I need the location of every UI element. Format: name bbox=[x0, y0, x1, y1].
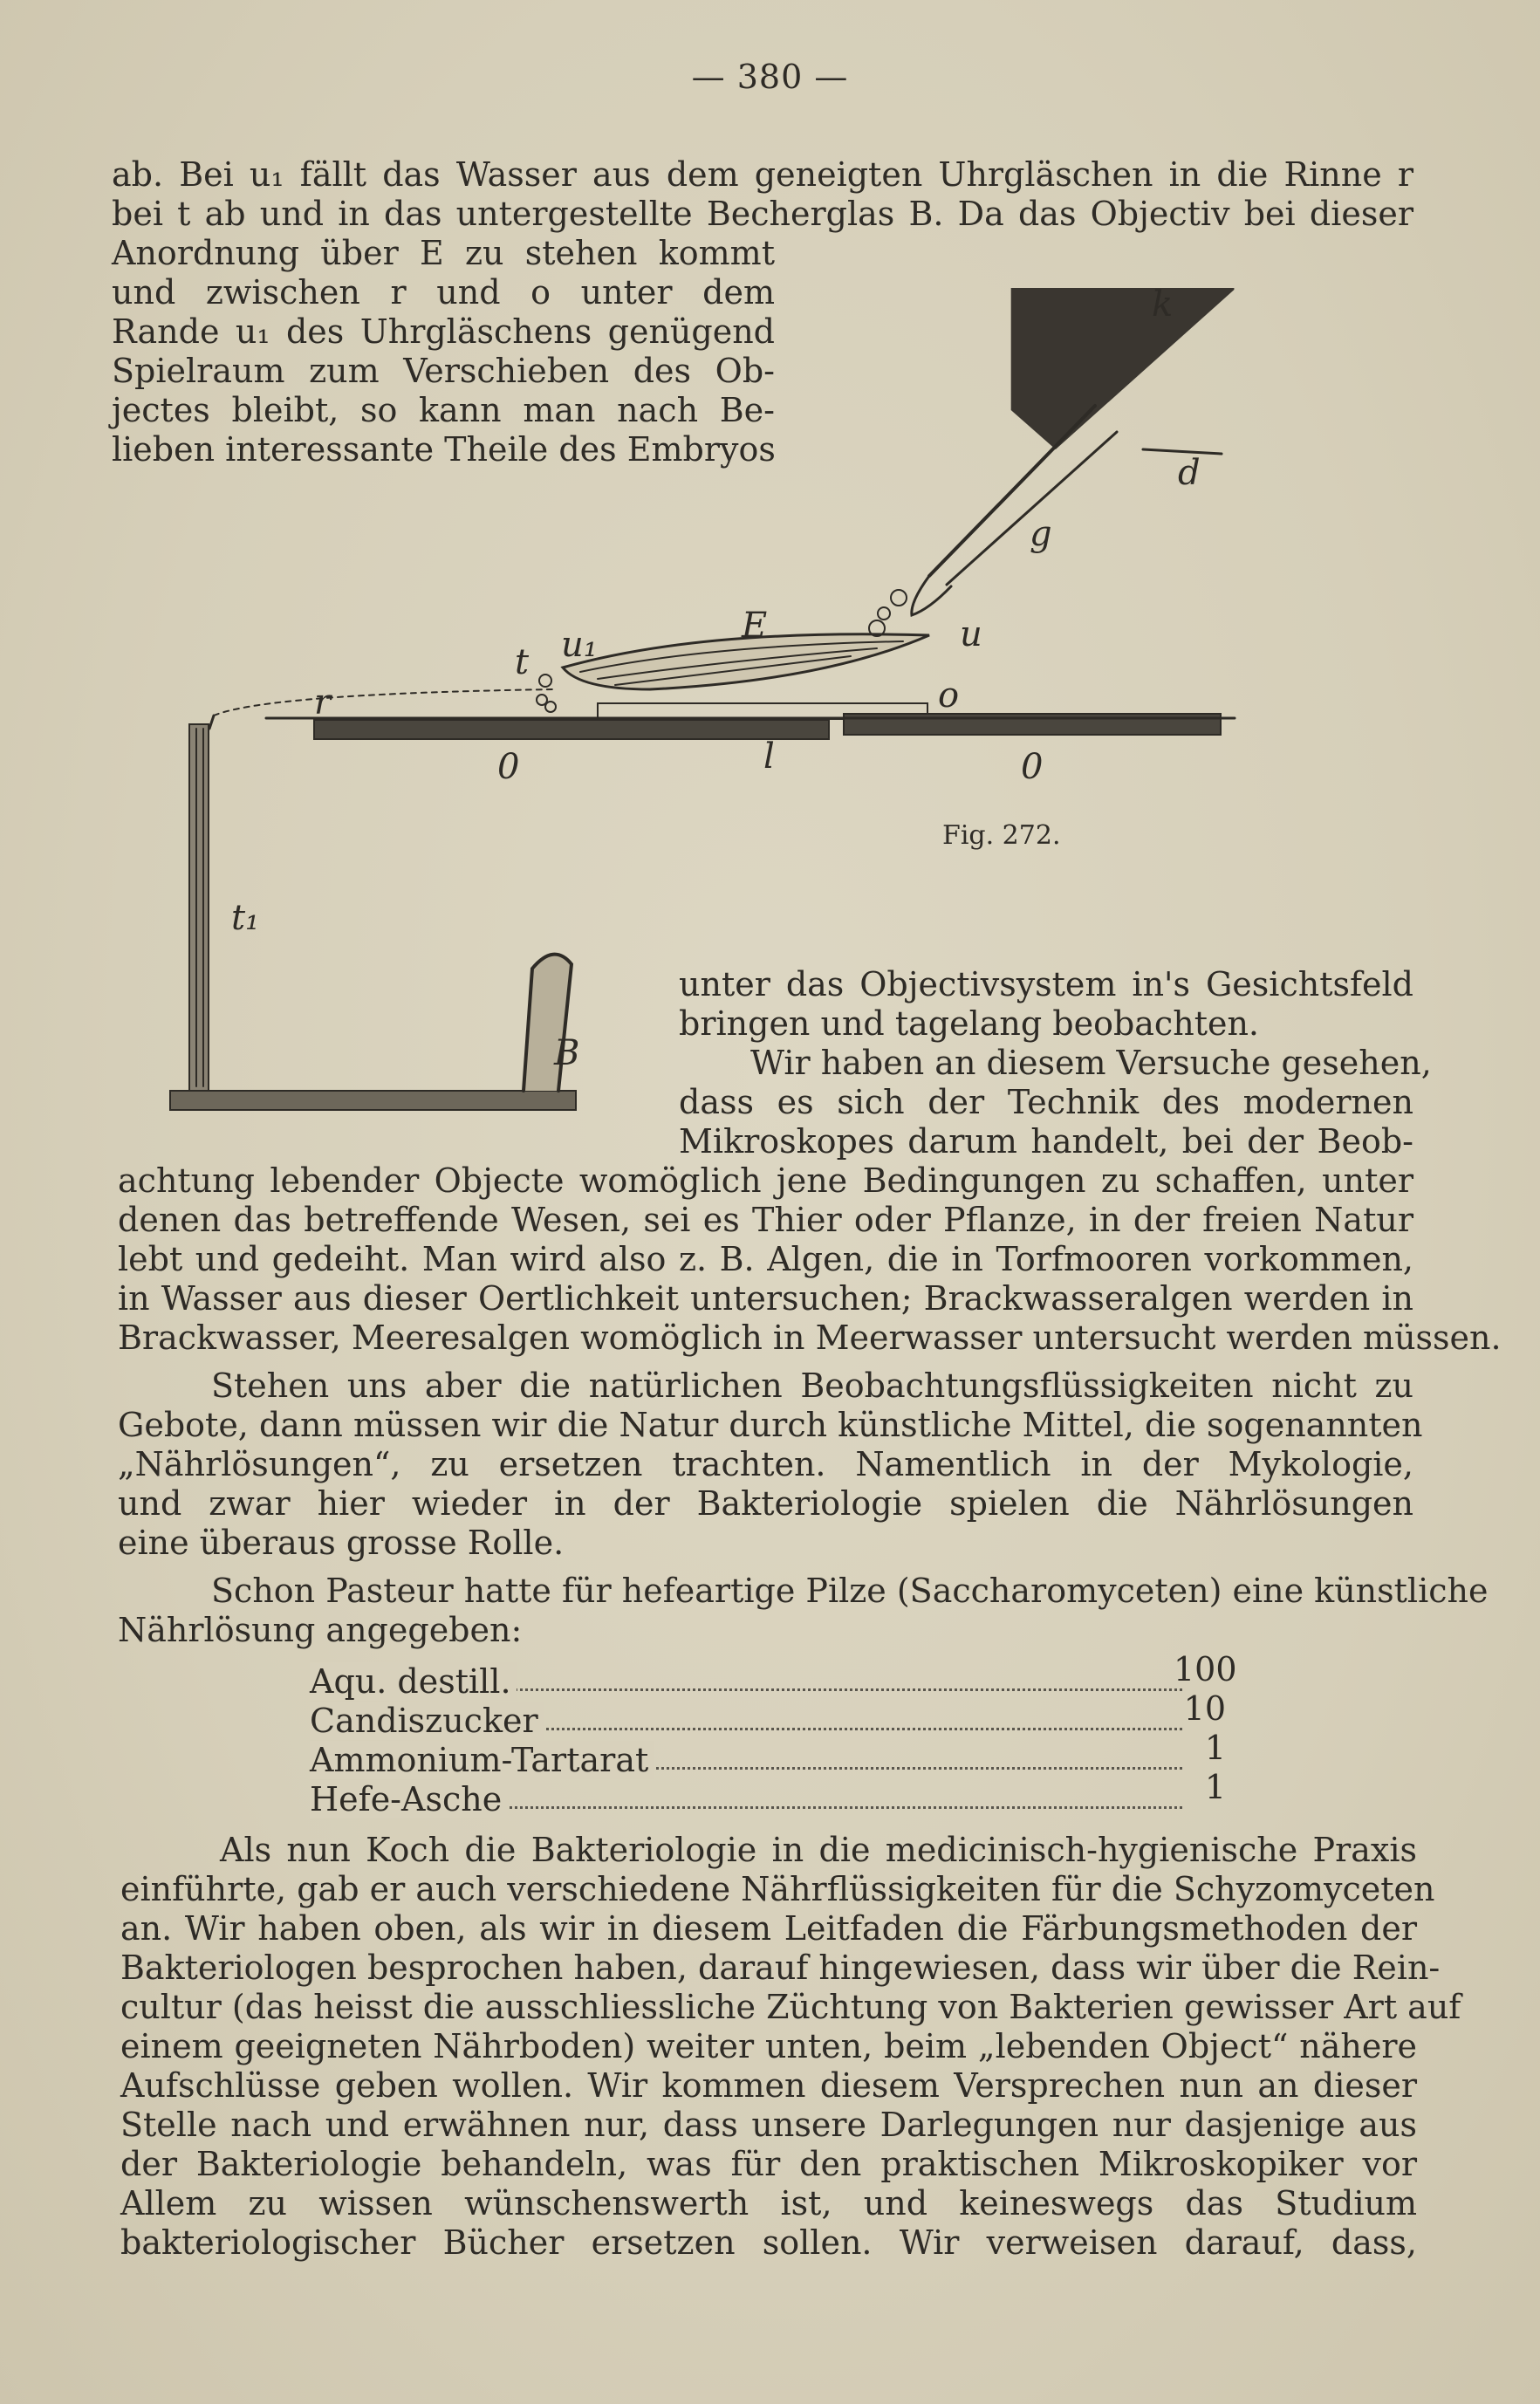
label-t: t bbox=[515, 642, 530, 682]
text-line: Stelle nach und erwähnen nur, dass unsere Darlegungen nur dasjenige aus bbox=[120, 2106, 1417, 2144]
text-line: Allem zu wissen wünschenswerth ist, und keineswegs das Studium bbox=[120, 2184, 1417, 2223]
text-line: dass es sich der Technik des modernen bbox=[679, 1083, 1413, 1121]
label-l: l bbox=[763, 736, 775, 777]
text-line: Rande u₁ des Uhrgläschens genügend bbox=[112, 312, 775, 351]
label-u1: u₁ bbox=[561, 625, 598, 665]
base bbox=[170, 1091, 576, 1110]
text-line: einem geeigneten Nährboden) weiter unten, beim „lebenden Object“ nähere bbox=[120, 2027, 1417, 2065]
text-line: Anordnung über E zu stehen kommt bbox=[112, 234, 775, 272]
text-line: bringen und tagelang beobachten. bbox=[679, 1004, 1259, 1043]
recipe-quantity: 1 bbox=[1204, 1768, 1226, 1806]
trough-r bbox=[214, 689, 554, 716]
text-line: lieben interessante Theile des Embryos bbox=[112, 430, 776, 469]
text-line: der Bakteriologie behandeln, was für den praktischen Mikroskopiker vor bbox=[120, 2145, 1417, 2183]
recipe-ingredient: Aqu. destill. bbox=[310, 1662, 517, 1701]
text-line: eine überaus grosse Rolle. bbox=[118, 1524, 565, 1562]
text-line: Aufschlüsse geben wollen. Wir kommen diesem Versprechen nun an dieser bbox=[120, 2066, 1417, 2105]
text-line: Brackwasser, Meeresalgen womöglich in Meerwasser untersucht werden müssen. bbox=[118, 1318, 1502, 1357]
label-O-left: 0 bbox=[497, 747, 520, 787]
text-line: Schon Pasteur hatte für hefeartige Pilze (Saccharomyceten) eine künstliche bbox=[211, 1572, 1489, 1610]
recipe-ingredient: Candiszucker bbox=[310, 1702, 544, 1740]
text-line: Gebote, dann müssen wir die Natur durch künstliche Mittel, die sogenannten bbox=[118, 1406, 1423, 1444]
text-line: denen das betreffende Wesen, sei es Thier oder Pflanze, in der freien Natur bbox=[118, 1201, 1413, 1239]
page-number: — 380 — bbox=[691, 58, 849, 96]
text-line: Als nun Koch die Bakteriologie in die medicinisch-hygienische Praxis bbox=[220, 1831, 1417, 1869]
text-line: bei t ab und in das untergestellte Becherglas B. Da das Objectiv bei dieser bbox=[112, 195, 1413, 233]
text-line: in Wasser aus dieser Oertlichkeit untersuchen; Brackwasseralgen werden in bbox=[118, 1279, 1413, 1318]
text-line: bakteriologischer Bücher ersetzen sollen. Wir verweisen darauf, dass, bbox=[120, 2223, 1417, 2262]
label-t1: t₁ bbox=[231, 898, 260, 938]
text-line: Mikroskopes darum handelt, bei der Beob- bbox=[679, 1122, 1413, 1161]
figure-caption: Fig. 272. bbox=[942, 820, 1061, 851]
text-line: jectes bleibt, so kann man nach Be- bbox=[112, 391, 775, 429]
text-line: und zwischen r und o unter dem bbox=[112, 273, 775, 312]
droplet bbox=[891, 590, 907, 606]
label-u: u bbox=[960, 614, 982, 654]
text-line: unter das Objectivsystem in's Gesichtsfeld bbox=[679, 965, 1413, 1003]
label-g: g bbox=[1030, 514, 1052, 554]
text-line: Spielraum zum Verschieben des Ob- bbox=[112, 352, 775, 390]
label-k: k bbox=[1152, 284, 1174, 325]
label-d: d bbox=[1178, 453, 1201, 493]
tube-t1 bbox=[189, 724, 209, 1091]
recipe-quantity: 10 bbox=[1183, 1689, 1226, 1728]
label-o-small: o bbox=[938, 675, 960, 716]
text-line: achtung lebender Objecte womöglich jene Bedingungen zu schaffen, unter bbox=[118, 1161, 1413, 1200]
brush-grip bbox=[1011, 288, 1235, 449]
text-line: ab. Bei u₁ fällt das Wasser aus dem geneigten Uhrgläschen in die Rinne r bbox=[112, 155, 1413, 194]
stage-left bbox=[314, 720, 829, 739]
recipe-quantity: 1 bbox=[1204, 1729, 1226, 1767]
recipe-row bbox=[310, 1729, 1235, 1779]
label-E: E bbox=[742, 606, 768, 646]
text-line: Stehen uns aber die natürlichen Beobachtungsflüssigkeiten nicht zu bbox=[211, 1366, 1413, 1405]
text-line: Wir haben an diesem Versuche gesehen, bbox=[750, 1044, 1432, 1082]
brush-tip bbox=[912, 576, 951, 615]
text-line: „Nährlösungen“, zu ersetzen trachten. Namentlich in der Mykologie, bbox=[118, 1445, 1413, 1483]
recipe-row bbox=[310, 1689, 1235, 1740]
recipe-ingredient: Hefe-Asche bbox=[310, 1780, 507, 1818]
label-r: r bbox=[314, 682, 332, 723]
text-line: Bakteriologen besprochen haben, darauf hingewiesen, dass wir über die Rein- bbox=[120, 1949, 1441, 1987]
label-B: B bbox=[554, 1033, 580, 1073]
recipe-row bbox=[310, 1650, 1237, 1701]
text-line: Nährlösung angegeben: bbox=[118, 1611, 523, 1649]
recipe-quantity: 100 bbox=[1174, 1650, 1237, 1688]
brush-shaft bbox=[929, 406, 1095, 576]
recipe-ingredient: Ammonium-Tartarat bbox=[310, 1741, 654, 1779]
recipe-row bbox=[310, 1768, 1235, 1818]
text-line: an. Wir haben oben, als wir in diesem Leitfaden die Färbungsmethoden der bbox=[120, 1909, 1417, 1948]
text-line: und zwar hier wieder in der Bakteriologie spielen die Nährlösungen bbox=[118, 1484, 1413, 1523]
brush-handle bbox=[1034, 279, 1252, 288]
text-line: einführte, gab er auch verschiedene Nährflüssigkeiten für die Schyzomyceten bbox=[120, 1870, 1435, 1908]
text-line: cultur (das heisst die ausschliessliche Züchtung von Bakterien gewisser Art auf bbox=[120, 1988, 1461, 2026]
label-O-right: 0 bbox=[1021, 747, 1044, 787]
text-line: lebt und gedeiht. Man wird also z. B. Algen, die in Torfmooren vorkommen, bbox=[118, 1240, 1413, 1278]
